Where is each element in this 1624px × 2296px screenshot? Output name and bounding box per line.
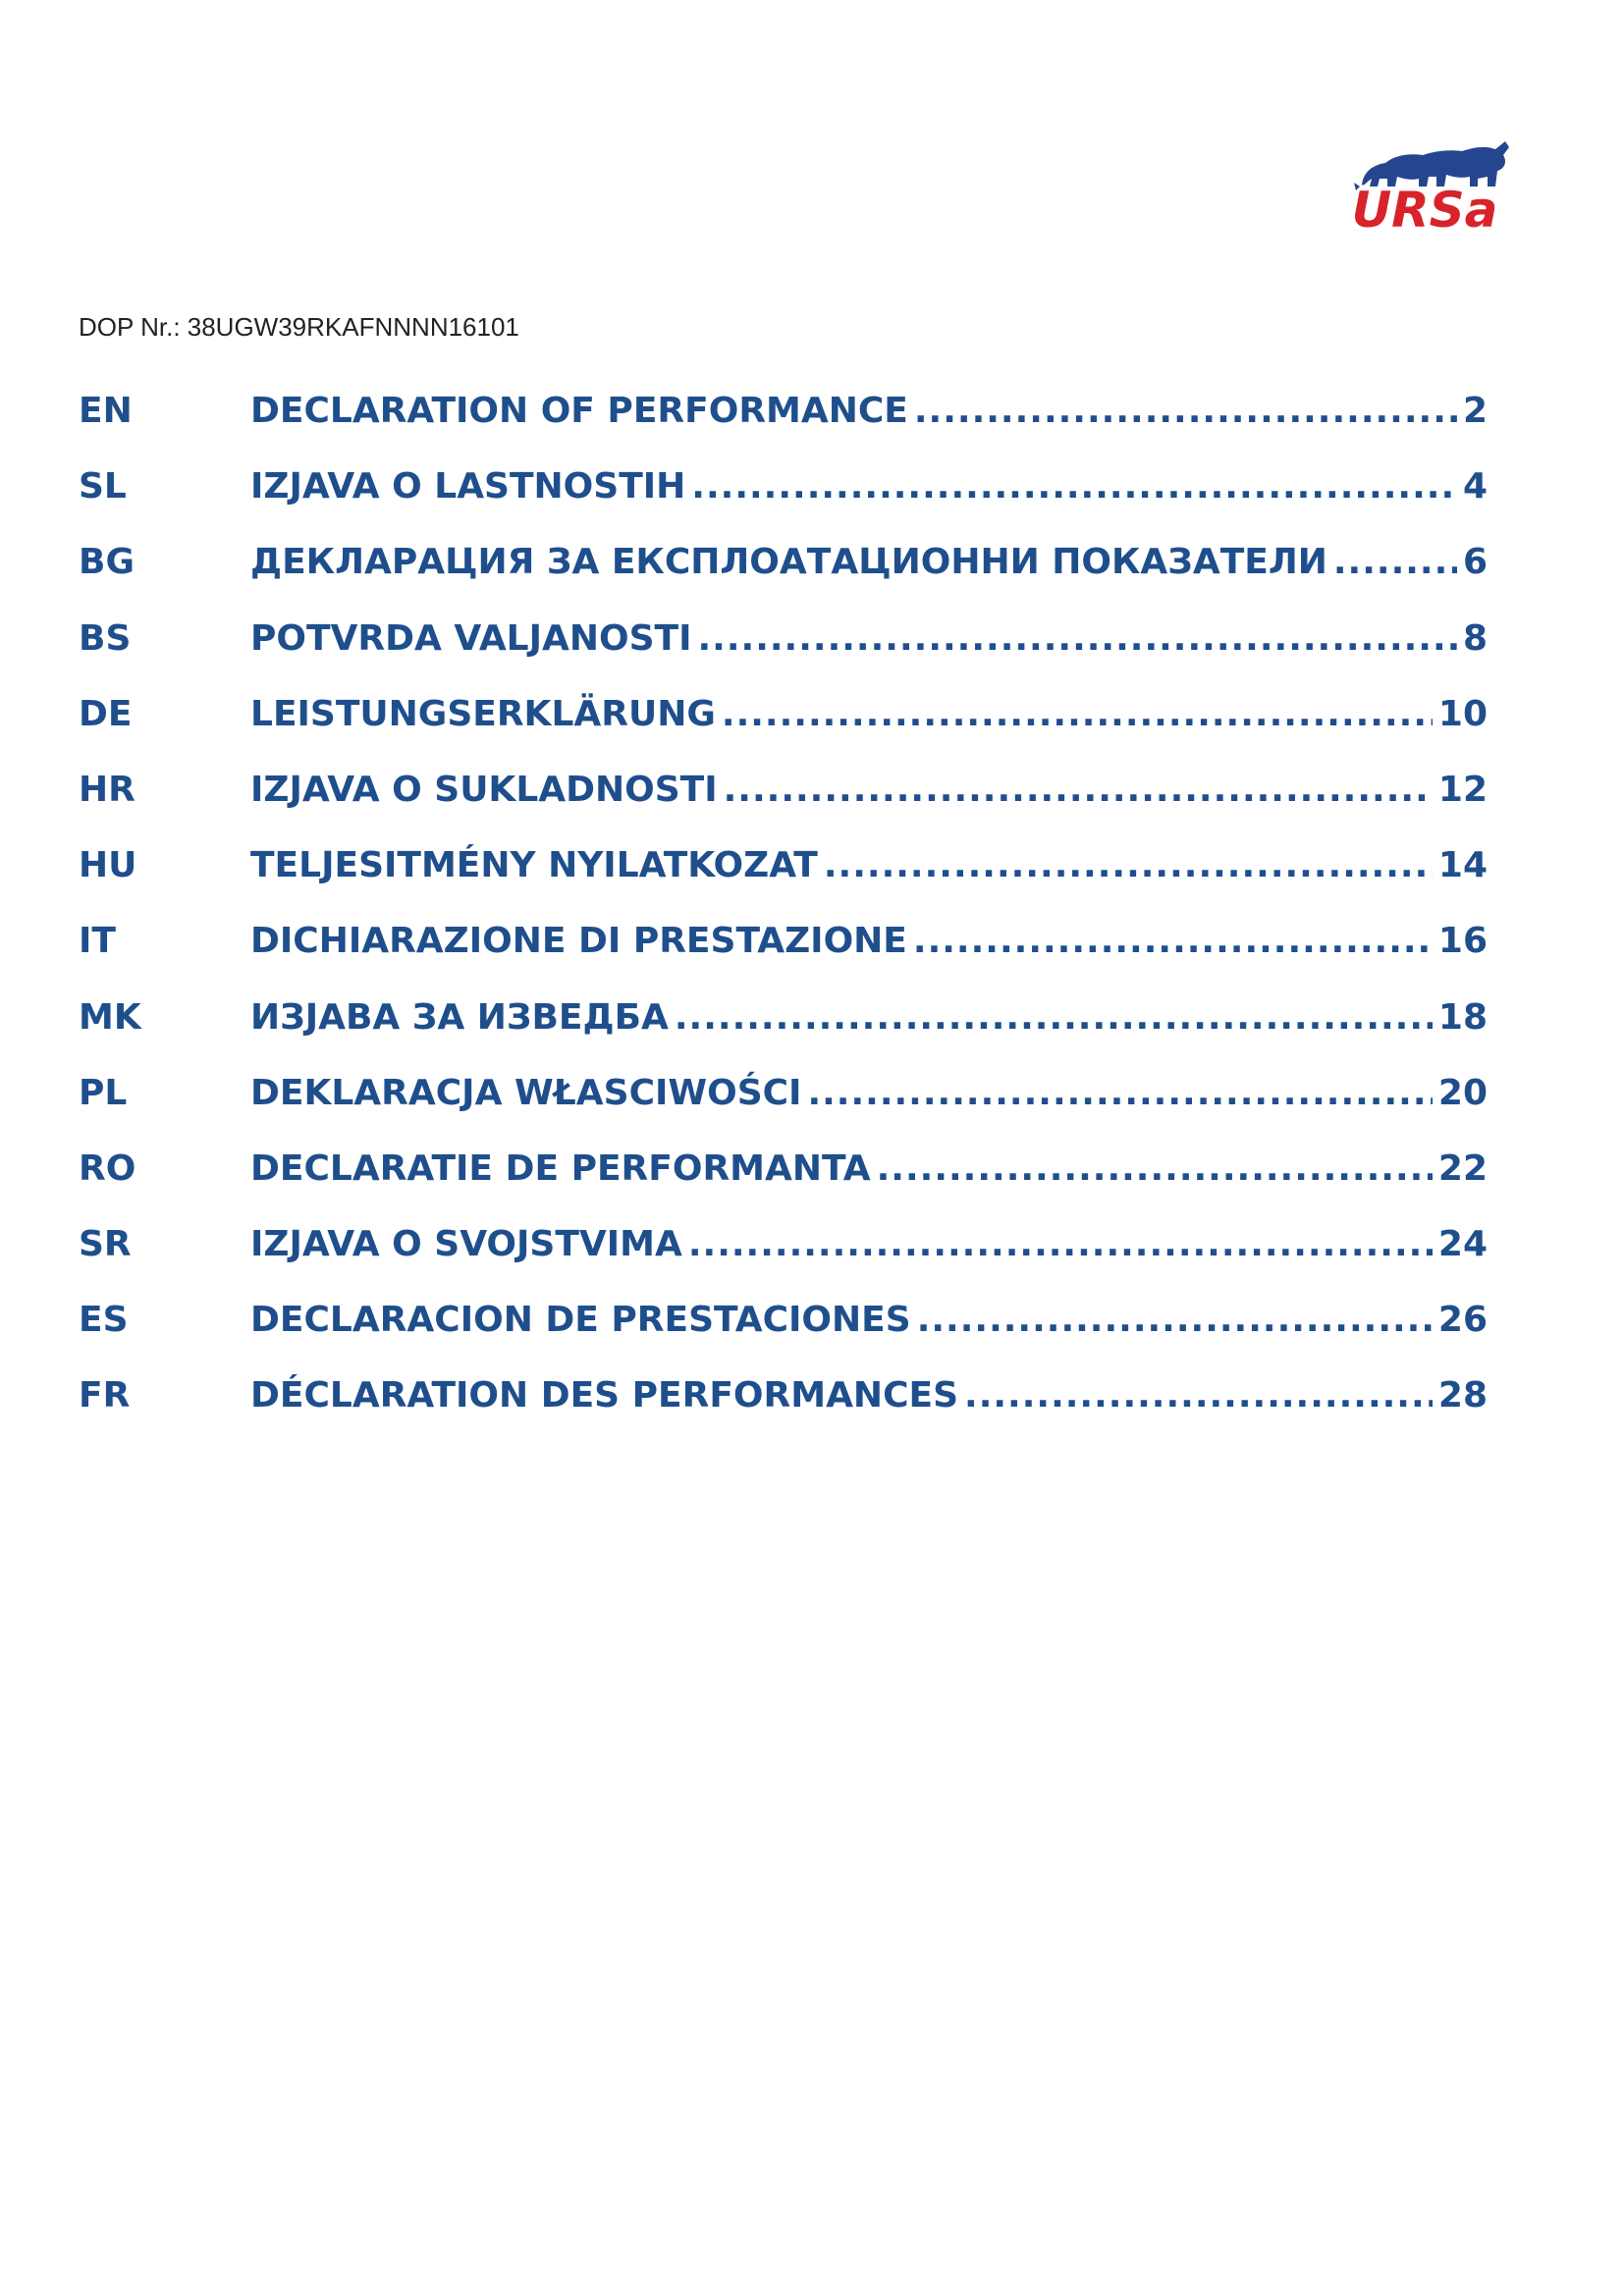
toc-page-number: 18 (1437, 996, 1488, 1038)
dop-number: DOP Nr.: 38UGW39RKAFNNNN16101 (79, 312, 519, 342)
toc-language-code: BS (79, 617, 132, 659)
toc-entry-it[interactable] (79, 903, 1488, 979)
toc-dot-leader (824, 828, 1433, 903)
table-of-contents (79, 373, 1488, 1434)
ursa-logo (1330, 126, 1522, 234)
toc-page-number: 28 (1437, 1375, 1488, 1416)
toc-dot-leader (807, 1055, 1432, 1131)
toc-page-number: 22 (1437, 1148, 1488, 1189)
toc-language-code: HU (79, 845, 137, 886)
toc-language-code: PL (79, 1072, 128, 1113)
toc-page-number: 10 (1437, 693, 1488, 734)
toc-entry-fr[interactable] (79, 1358, 1488, 1433)
toc-entry-sr[interactable] (79, 1206, 1488, 1282)
toc-page-number: 8 (1462, 617, 1488, 659)
toc-entry-bs[interactable] (79, 601, 1488, 676)
toc-entry-bg[interactable] (79, 524, 1488, 600)
toc-language-code: SR (79, 1224, 132, 1265)
logo-wordmark: URSa (1351, 182, 1498, 234)
toc-dot-leader (722, 676, 1433, 752)
toc-entry-de[interactable] (79, 676, 1488, 752)
toc-entry-hu[interactable] (79, 828, 1488, 903)
toc-title: DICHIARAZIONE DI PRESTAZIONE (250, 921, 907, 962)
toc-title: DECLARATION OF PERFORMANCE (250, 391, 908, 431)
toc-page-number: 12 (1437, 769, 1488, 810)
toc-dot-leader (698, 601, 1457, 676)
toc-dot-leader (688, 1206, 1433, 1282)
toc-dot-leader (917, 1282, 1433, 1358)
toc-title: DECLARACION DE PRESTACIONES (250, 1300, 911, 1341)
toc-language-code: ES (79, 1300, 129, 1341)
toc-dot-leader (691, 449, 1457, 524)
toc-page-number: 20 (1437, 1072, 1488, 1113)
toc-entry-sl[interactable] (79, 449, 1488, 524)
toc-page-number: 26 (1437, 1300, 1488, 1341)
toc-dot-leader (914, 373, 1457, 449)
toc-page-number: 4 (1462, 466, 1488, 507)
toc-title: DECLARATIE DE PERFORMANTA (250, 1148, 871, 1189)
toc-entry-hr[interactable] (79, 752, 1488, 828)
toc-language-code: HR (79, 769, 135, 810)
toc-entry-mk[interactable] (79, 980, 1488, 1055)
toc-title: ДЕКЛАРАЦИЯ ЗА ЕКСПЛОАТАЦИОННИ ПОКАЗАТЕЛИ (250, 542, 1327, 583)
toc-title: TELJESITMÉNY NYILATKOZAT (250, 845, 818, 886)
toc-title: IZJAVA O LASTNOSTIH (250, 466, 686, 507)
toc-language-code: SL (79, 466, 127, 507)
toc-entry-en[interactable] (79, 373, 1488, 449)
toc-language-code: IT (79, 921, 116, 962)
toc-dot-leader (1333, 524, 1457, 600)
toc-language-code: RO (79, 1148, 136, 1189)
toc-dot-leader (724, 752, 1433, 828)
bear-logo-icon (1330, 126, 1522, 234)
toc-dot-leader (913, 903, 1433, 979)
toc-title: LEISTUNGSERKLÄRUNG (250, 693, 716, 734)
toc-title: IZJAVA O SUKLADNOSTI (250, 769, 718, 810)
toc-title: ИЗЈАВА ЗА ИЗВЕДБА (250, 996, 669, 1038)
toc-language-code: MK (79, 996, 141, 1038)
toc-language-code: FR (79, 1375, 131, 1416)
toc-title: IZJAVA O SVOJSTVIMA (250, 1224, 682, 1265)
toc-dot-leader (964, 1358, 1433, 1433)
toc-title: POTVRDA VALJANOSTI (250, 617, 692, 659)
toc-language-code: BG (79, 542, 135, 583)
toc-page-number: 16 (1437, 921, 1488, 962)
toc-entry-es[interactable] (79, 1282, 1488, 1358)
toc-page-number: 24 (1437, 1224, 1488, 1265)
toc-title: DEKLARACJA WŁASCIWOŚCI (250, 1072, 802, 1113)
toc-title: DÉCLARATION DES PERFORMANCES (250, 1375, 959, 1416)
toc-entry-pl[interactable] (79, 1055, 1488, 1131)
toc-page-number: 2 (1462, 391, 1488, 431)
toc-page-number: 6 (1462, 542, 1488, 583)
toc-language-code: EN (79, 391, 133, 431)
toc-language-code: DE (79, 693, 133, 734)
toc-dot-leader (877, 1131, 1433, 1206)
toc-page-number: 14 (1437, 845, 1488, 886)
toc-entry-ro[interactable] (79, 1131, 1488, 1206)
toc-dot-leader (675, 980, 1433, 1055)
